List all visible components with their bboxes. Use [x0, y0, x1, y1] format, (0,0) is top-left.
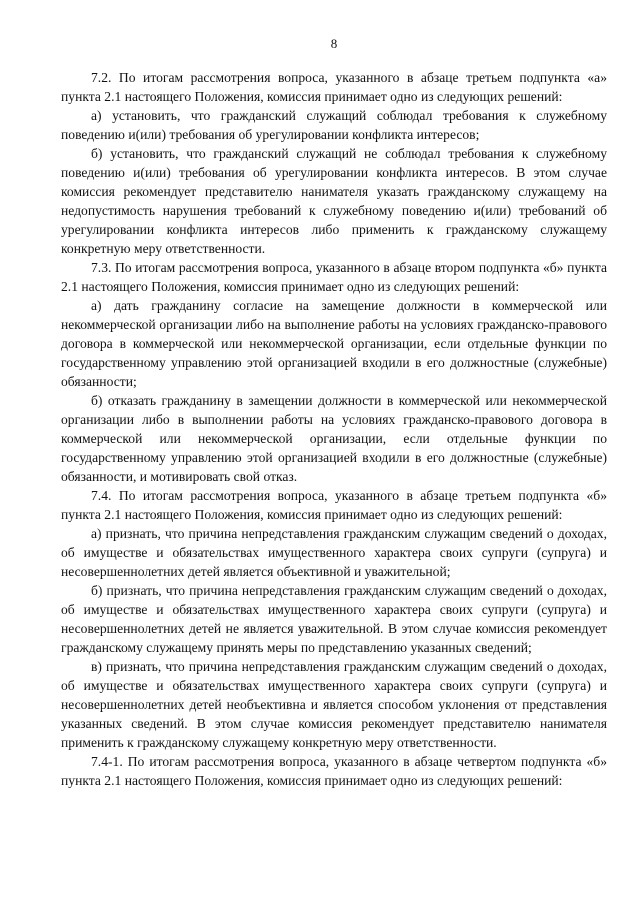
page-number: 8 — [330, 36, 338, 51]
paragraph-7-4: 7.4. По итогам рассмотрения вопроса, указанного в абзаце третьем подпункта «б» пункта 2.1 настоящего Положения, комиссия принимает одно из следующих решений: — [61, 488, 607, 522]
paragraph-7-2-b: б) установить, что гражданский служащий не соблюдал требования к служебному поведению и(или) требования об урегулировании конфликта интересов. В этом случае комиссия рекомендует представителю нанимателя указать гражданскому служащему на недопустимость нарушения требований к служебному поведению и(или) требований об урегулировании конфликта интересов либо применить к гражданскому служащему конкретную меру ответственности. — [61, 146, 607, 256]
paragraph-7-3-b: б) отказать гражданину в замещении должности в коммерческой или некоммерческой организации либо в выполнении работы на условиях гражданско-правового договора в коммерческой или некоммерческой организации, если отдельные функции по государственному управлению этой организацией входили в его должностные (служебные) обязанности, и мотивировать свой отказ. — [61, 393, 607, 484]
paragraph-7-3-a: а) дать гражданину согласие на замещение должности в коммерческой или некоммерческой организации либо на выполнение работы на условиях гражданско-правового договора в коммерческой или некоммерческой организации, если отдельные функции по государственному управлению этой организацией входили в его должностные (служебные) обязанности; — [61, 298, 607, 389]
paragraph-7-4-v: в) признать, что причина непредставления гражданским служащим сведений о доходах, об имуществе и обязательствах имущественного характера своих супруги (супруга) и несовершеннолетних детей необъективна и является способом уклонения от представления указанных сведений. В этом случае комиссия рекомендует представителю нанимателя применить к гражданскому служащему конкретную меру ответственности. — [61, 659, 607, 750]
document-body — [61, 68, 607, 790]
paragraph-7-2-a: а) установить, что гражданский служащий соблюдал требования к служебному поведению и(или) требования об урегулировании конфликта интересов; — [61, 108, 607, 142]
paragraph-7-3: 7.3. По итогам рассмотрения вопроса, указанного в абзаце втором подпункта «б» пункта 2.1 настоящего Положения, комиссия принимает одно из следующих решений: — [61, 260, 607, 294]
paragraph-7-4-1: 7.4-1. По итогам рассмотрения вопроса, указанного в абзаце четвертом подпункта «б» пункта 2.1 настоящего Положения, комиссия принимает одно из следующих решений: — [61, 754, 607, 788]
paragraph-7-2: 7.2. По итогам рассмотрения вопроса, указанного в абзаце третьем подпункта «а» пункта 2.1 настоящего Положения, комиссия принимает одно из следующих решений: — [61, 70, 607, 104]
paragraph-7-4-a: а) признать, что причина непредставления гражданским служащим сведений о доходах, об имуществе и обязательствах имущественного характера своих супруги (супруга) и несовершеннолетних детей является объективной и уважительной; — [61, 526, 607, 579]
paragraph-7-4-b: б) признать, что причина непредставления гражданским служащим сведений о доходах, об имуществе и обязательствах имущественного характера своих супруги (супруга) и несовершеннолетних детей не является уважительной. В этом случае комиссия рекомендует гражданскому служащему принять меры по представлению указанных сведений; — [61, 583, 607, 655]
